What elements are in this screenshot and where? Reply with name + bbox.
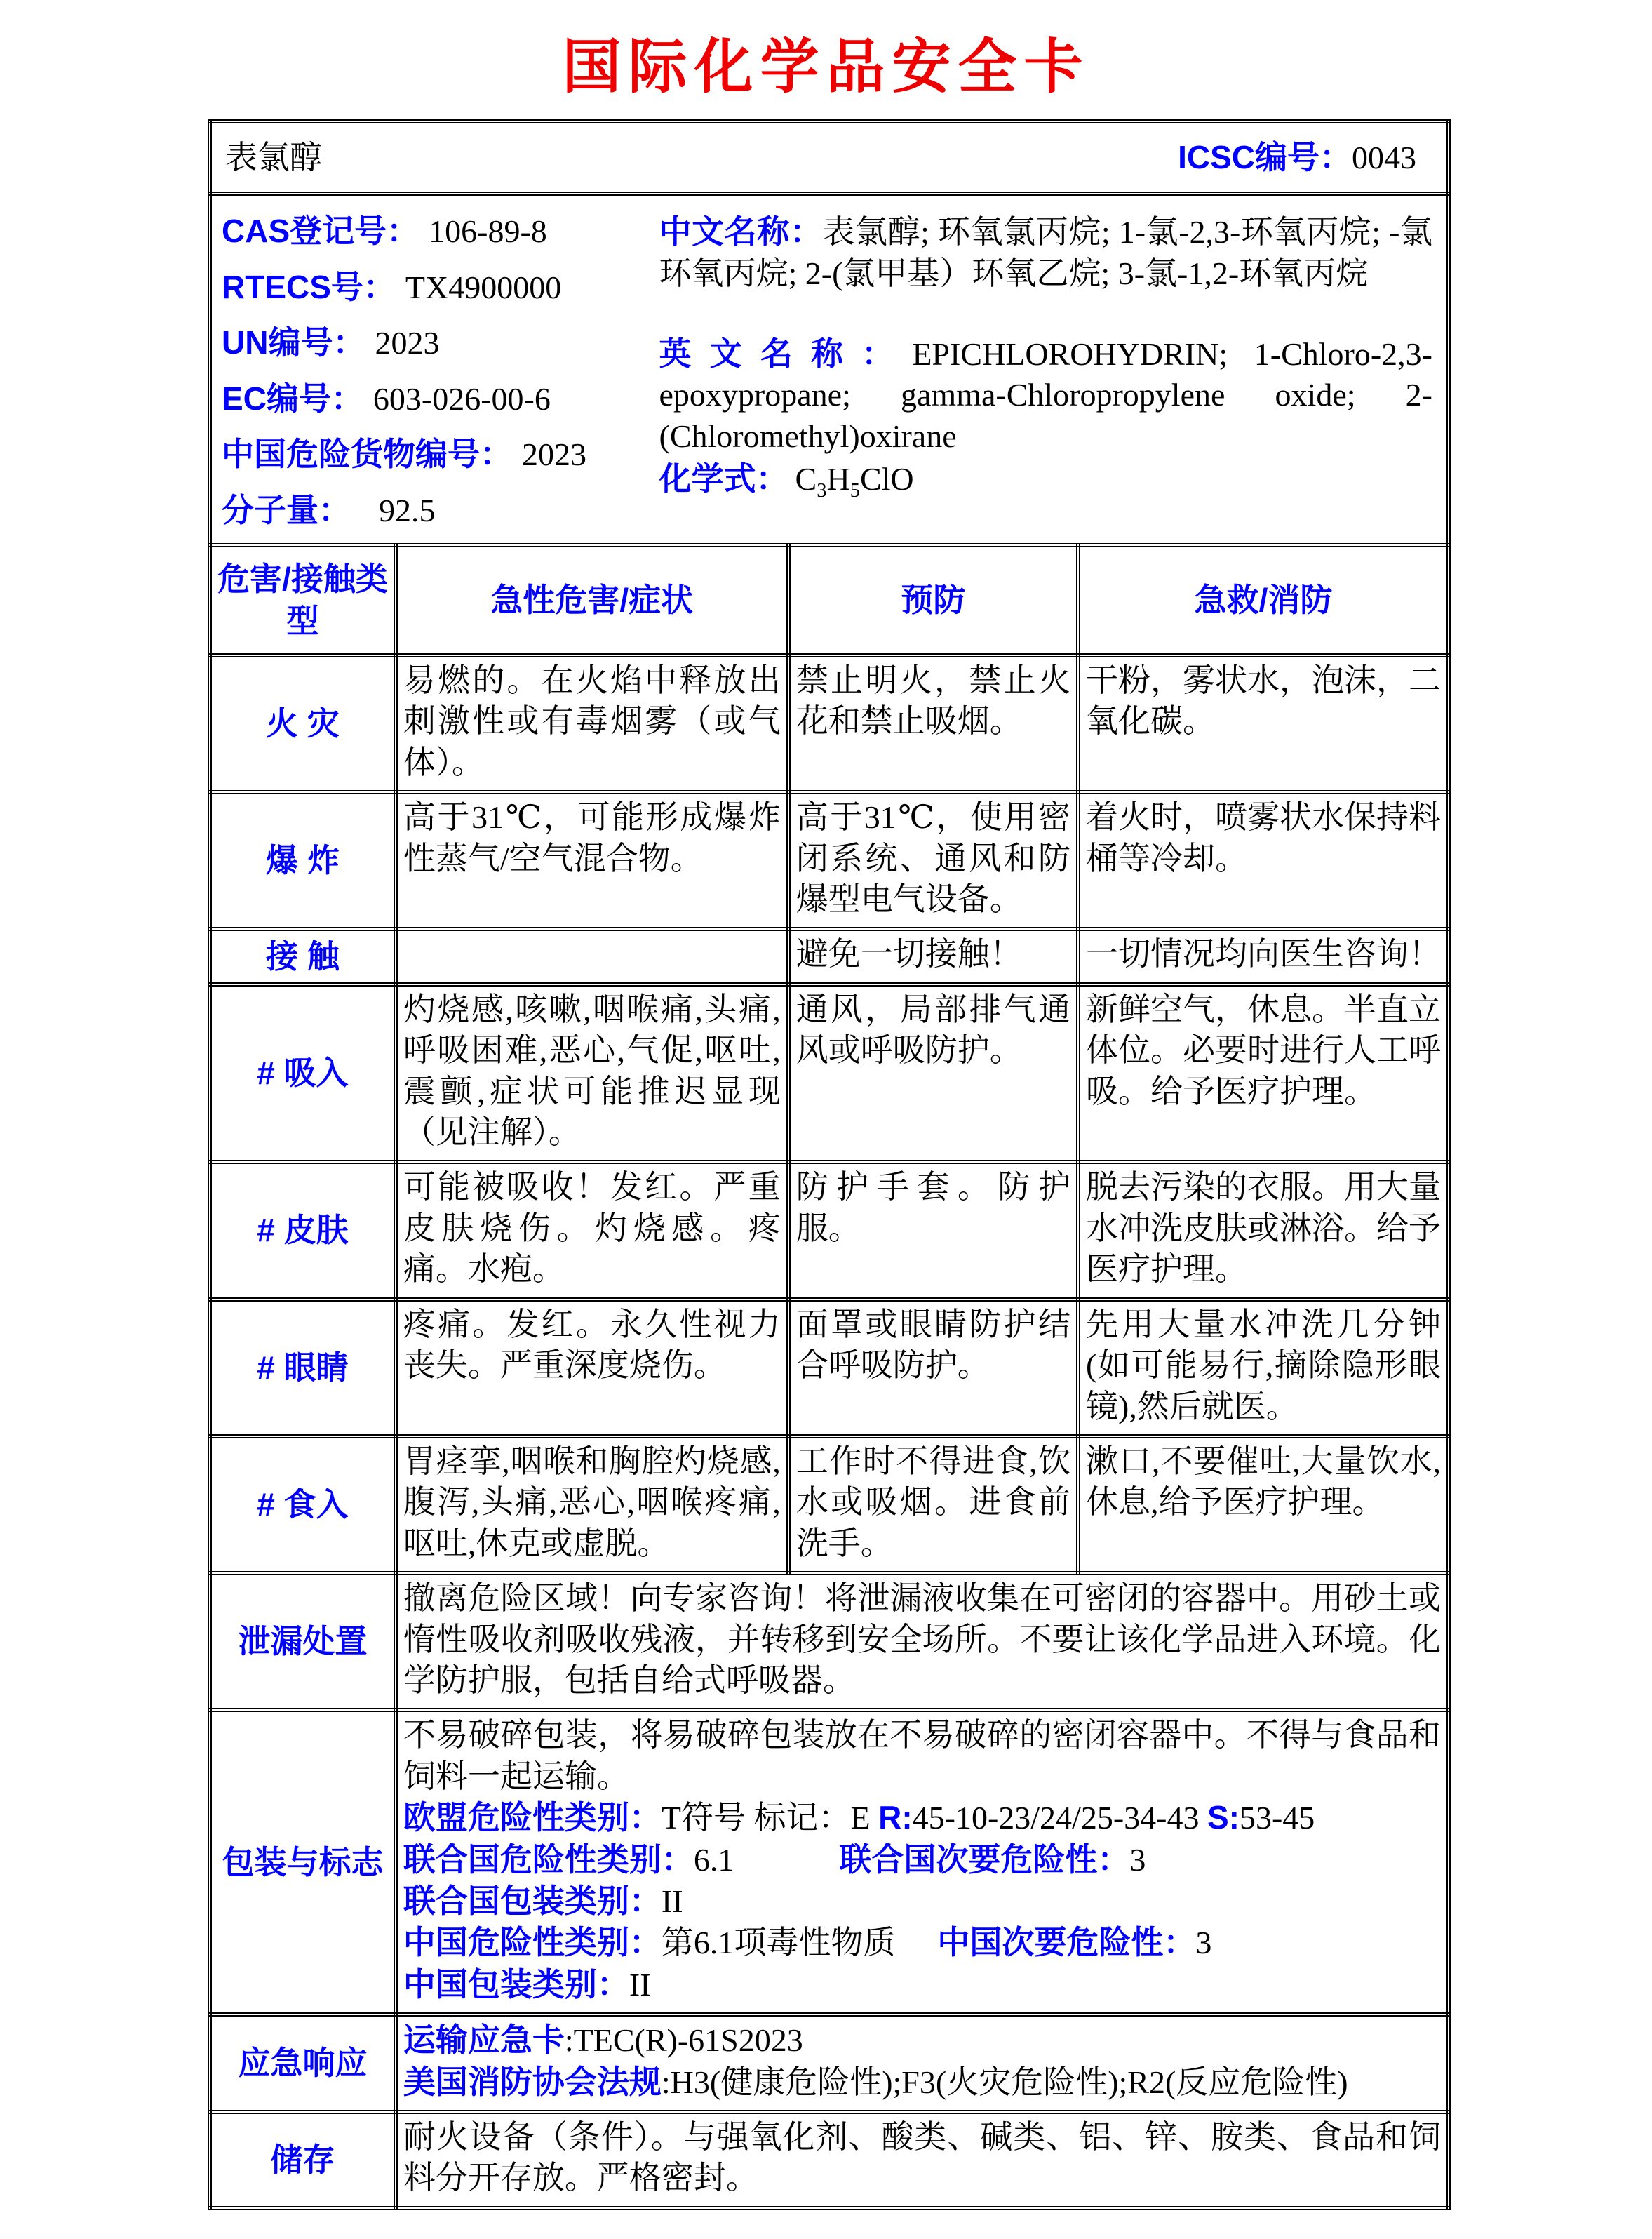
explosion-response-cell: 着火时，喷雾状水保持料桶等冷却。 [1078, 792, 1449, 929]
packaging-content-cell [396, 1710, 1449, 2014]
skin-prevention-cell: 防护手套。防护服。 [788, 1162, 1078, 1299]
header-response [1078, 545, 1449, 655]
packaging-label-cell [210, 1710, 396, 2014]
molecular-weight-line [222, 490, 659, 531]
skin-symptom-cell: 可能被吸收！发红。严重皮肤烧伤。灼烧感。疼痛。水疱。 [396, 1162, 788, 1299]
spill-text-cell: 撤离危险区域！向专家咨询！将泄漏液收集在可密闭的容器中。用砂土或惰性吸收剂吸收残液，并转移到安全场所。不要让该化学品进入环境。化学防护服，包括自给式呼吸器。 [396, 1573, 1449, 1710]
identity-cell [210, 194, 1449, 545]
eu-class-value: T符号 标记：E [661, 1800, 879, 1836]
un-subsidiary-label: 联合国次要危险性： [839, 1840, 1130, 1878]
cn-dangerous-goods-line [222, 434, 659, 475]
nfpa-code-line [403, 2061, 1441, 2103]
nfpa-value: :H3(健康危险性);F3(火灾危险性);R2(反应危险性) [661, 2064, 1348, 2100]
ingestion-symptom-cell: 胃痉挛,咽喉和胸腔灼烧感,腹泻,头痛,恶心,咽喉疼痛,呕吐,休克或虚脱。 [396, 1436, 788, 1573]
rtecs-label: RTECS号： [222, 268, 396, 305]
formula-sub-3: 3 [817, 480, 827, 502]
eu-r-value: 45-10-23/24/25-34-43 [912, 1800, 1207, 1836]
ingestion-prevention-cell: 工作时不得进食,饮水或吸烟。进食前洗手。 [788, 1436, 1078, 1573]
chinese-name-label: 中文名称： [659, 213, 823, 250]
molecular-weight-label: 分子量： [222, 491, 351, 528]
cn-class-value: 第6.1项毒性物质 [661, 1925, 896, 1961]
cas-number-line [222, 211, 659, 252]
english-name-paragraph [659, 333, 1432, 457]
rtecs-value: TX4900000 [405, 269, 562, 305]
ec-label: EC编号： [222, 380, 363, 417]
cn-dangerous-goods-label: 中国危险货物编号： [222, 436, 512, 473]
hazard-row-fire [210, 655, 1449, 792]
header-prevention-text: 预防 [901, 581, 966, 618]
icsc-number: 0043 [1352, 140, 1416, 175]
un-subsidiary-value: 3 [1129, 1841, 1146, 1878]
icsc-label: ICSC编号： [1178, 139, 1352, 175]
identity-row [210, 194, 1449, 545]
cn-dangerous-goods-value: 2023 [522, 436, 586, 473]
explosion-label-cell [210, 792, 396, 929]
identity-names-column [659, 211, 1437, 530]
explosion-symptom-cell: 高于31℃，可能形成爆炸性蒸气/空气混合物。 [396, 792, 788, 929]
formula-line [659, 458, 1432, 504]
un-class-label: 联合国危险性类别： [403, 1840, 694, 1878]
packaging-label: 包装与标志 [222, 1843, 384, 1880]
chinese-name-paragraph [659, 211, 1432, 294]
eu-r-label: R: [878, 1799, 913, 1836]
hazard-header-row [210, 545, 1449, 655]
fire-label-cell [210, 655, 396, 792]
hazard-row-storage [210, 2112, 1449, 2208]
eu-s-label: S: [1207, 1799, 1240, 1836]
english-name-value: EPICHLOROHYDRIN; 1-Chloro-2,3-epoxypropane; gamma-Chloropropylene oxide; 2-(Chloromethyl)oxirane [659, 336, 1433, 454]
eyes-symptom-cell: 疼痛。发红。永久性视力丧失。严重深度烧伤。 [396, 1299, 788, 1436]
storage-label-cell [210, 2112, 396, 2208]
inhalation-symptom-cell: 灼烧感,咳嗽,咽喉痛,头痛,呼吸困难,恶心,气促,呕吐,震颤,症状可能推迟显现（见注解）。 [396, 984, 788, 1163]
transport-card-label: 运输应急卡 [403, 2021, 565, 2059]
transport-card-value: :TEC(R)-61S2023 [564, 2022, 803, 2059]
contact-label-cell [210, 929, 396, 984]
fire-prevention-cell: 禁止明火，禁止火花和禁止吸烟。 [788, 655, 1078, 792]
ec-number-line [222, 379, 659, 420]
eu-hazard-class-line [403, 1797, 1441, 1838]
formula-c: C [795, 461, 817, 497]
explosion-label: 爆 炸 [266, 842, 340, 879]
transport-emergency-card-line [403, 2019, 1441, 2061]
top-section [208, 119, 1451, 196]
top-row-content [213, 124, 1446, 191]
top-row-cell [210, 121, 1449, 194]
fire-response-cell: 干粉，雾状水，泡沫，二氧化碳。 [1078, 655, 1449, 792]
hazard-row-contact [210, 929, 1449, 984]
header-prevention [788, 545, 1078, 655]
contact-symptom-cell [396, 929, 788, 984]
emergency-content-cell [396, 2014, 1449, 2112]
eu-s-value: 53-45 [1239, 1800, 1315, 1836]
un-class-value: 6.1 [693, 1841, 734, 1878]
formula-clo: ClO [859, 461, 914, 497]
contact-label: 接 触 [266, 937, 340, 975]
cn-subsidiary-value: 3 [1195, 1925, 1212, 1961]
formula-value [795, 461, 914, 502]
packaging-intro: 不易破碎包装，将易破碎包装放在不易破碎的密闭容器中。不得与食品和饲料一起运输。 [403, 1717, 1441, 1794]
spill-label-cell [210, 1573, 396, 1710]
un-packing-value: II [661, 1883, 683, 1919]
cn-packing-value: II [629, 1966, 651, 2003]
cn-hazard-class-line [403, 1922, 1441, 1963]
explosion-prevention-cell: 高于31℃，使用密闭系统、通风和防爆型电气设备。 [788, 792, 1078, 929]
eyes-response-cell: 先用大量水冲洗几分钟(如可能易行,摘除隐形眼镜),然后就医。 [1078, 1299, 1449, 1436]
eu-class-label: 欧盟危险性类别： [403, 1799, 662, 1836]
skin-label: # 皮肤 [257, 1212, 349, 1249]
top-row [210, 121, 1449, 194]
header-symptoms-text: 急性危害/症状 [490, 581, 694, 618]
fire-label: 火 灾 [266, 704, 340, 742]
contact-prevention-cell: 避免一切接触！ [788, 929, 1078, 984]
emergency-label: 应急响应 [238, 2044, 368, 2081]
storage-label: 储存 [270, 2141, 335, 2178]
safety-card [208, 119, 1451, 2210]
un-hazard-class-line [403, 1839, 1441, 1880]
un-packing-label: 联合国包装类别： [403, 1882, 662, 1919]
hazard-row-ingestion [210, 1436, 1449, 1573]
cn-class-label: 中国危险性类别： [403, 1924, 662, 1961]
molecular-weight-value: 92.5 [379, 492, 436, 528]
inhalation-label-cell [210, 984, 396, 1163]
cas-value: 106-89-8 [429, 213, 547, 250]
inhalation-label: # 吸入 [257, 1054, 349, 1091]
formula-label: 化学式： [659, 460, 788, 497]
emergency-label-cell [210, 2014, 396, 2112]
eyes-label-cell [210, 1299, 396, 1436]
nfpa-label: 美国消防协会法规 [403, 2063, 662, 2100]
hazard-row-inhalation [210, 984, 1449, 1163]
hazard-row-packaging [210, 1710, 1449, 2014]
hazard-row-explosion [210, 792, 1449, 929]
hazard-row-eyes [210, 1299, 1449, 1436]
ingestion-response-cell: 漱口,不要催吐,大量饮水,休息,给予医疗护理。 [1078, 1436, 1449, 1573]
contact-response-cell: 一切情况均向医生咨询！ [1078, 929, 1449, 984]
hazard-row-spill [210, 1573, 1449, 1710]
formula-h: H [826, 461, 850, 497]
identity-columns [222, 211, 1437, 530]
substance-name: 表氯醇 [225, 140, 322, 175]
cas-label: CAS登记号： [222, 213, 419, 250]
un-label: UN编号： [222, 324, 365, 361]
inhalation-prevention-cell: 通风，局部排气通风或呼吸防护。 [788, 984, 1078, 1163]
icsc-number-group [1178, 138, 1416, 177]
formula-sub-5: 5 [849, 480, 860, 502]
skin-label-cell [210, 1162, 396, 1299]
ingestion-label: # 食入 [257, 1485, 349, 1523]
eyes-label: # 眼睛 [257, 1349, 349, 1386]
hazard-row-emergency [210, 2014, 1449, 2112]
ingestion-label-cell [210, 1436, 396, 1573]
page-title: 国际化学品安全卡 [562, 32, 1090, 101]
header-response-text: 急救/消防 [1194, 581, 1333, 618]
cn-packing-label: 中国包装类别： [403, 1965, 629, 2003]
ec-value: 603-026-00-6 [372, 380, 551, 417]
hazard-row-skin [210, 1162, 1449, 1299]
storage-text-cell: 耐火设备（条件）。与强氧化剂、酸类、碱类、铝、锌、胺类、食品和饲料分开存放。严格密封。 [396, 2112, 1449, 2208]
skin-response-cell: 脱去污染的衣服。用大量水冲洗皮肤或淋浴。给予医疗护理。 [1078, 1162, 1449, 1299]
chinese-name-value: 表氯醇; 环氧氯丙烷; 1-氯-2,3-环氧丙烷; -氯环氧丙烷; 2-(氯甲基）环氧乙烷; 3-氯-1,2-环氧丙烷 [659, 214, 1432, 291]
identity-section [208, 192, 1451, 547]
header-hazard-type-text: 危害/接触类型 [217, 561, 388, 639]
un-packing-group-line [403, 1880, 1441, 1922]
header-hazard-type [210, 545, 396, 655]
inhalation-response-cell: 新鲜空气，休息。半直立体位。必要时进行人工呼吸。给予医疗护理。 [1078, 984, 1449, 1163]
spill-label: 泄漏处置 [238, 1623, 368, 1660]
rtecs-number-line [222, 267, 659, 308]
cn-subsidiary-label: 中国次要危险性： [937, 1924, 1196, 1961]
un-number-line [222, 323, 659, 363]
header-symptoms [396, 545, 788, 655]
fire-symptom-cell: 易燃的。在火焰中释放出刺激性或有毒烟雾（或气体）。 [396, 655, 788, 792]
english-name-label: 英文名称： [659, 335, 913, 372]
un-value: 2023 [375, 325, 440, 361]
eyes-prevention-cell: 面罩或眼睛防护结合呼吸防护。 [788, 1299, 1078, 1436]
cn-packing-group-line [403, 1964, 1441, 2005]
identity-registry-column [222, 211, 659, 530]
hazard-table [208, 543, 1451, 2210]
